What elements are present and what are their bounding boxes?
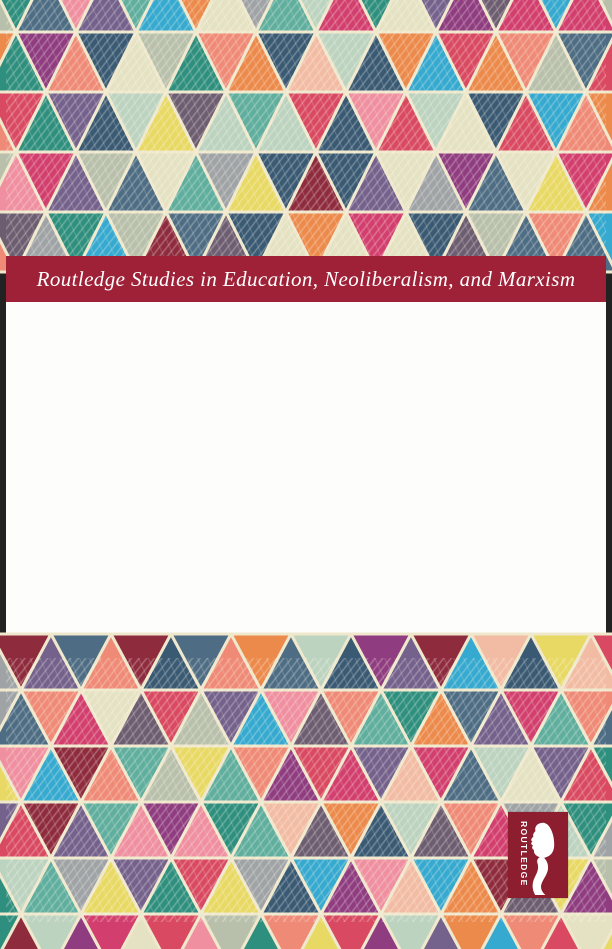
series-band	[6, 256, 606, 302]
logo-wordmark: ROUTLEDGE	[519, 821, 529, 887]
routledge-logo	[508, 812, 568, 898]
triangle-pattern-top	[6, 0, 606, 256]
title-section	[6, 302, 606, 658]
book-cover	[6, 0, 606, 922]
series-title: Routledge Studies in Education, Neoliberalism, and Marxism	[36, 266, 576, 291]
